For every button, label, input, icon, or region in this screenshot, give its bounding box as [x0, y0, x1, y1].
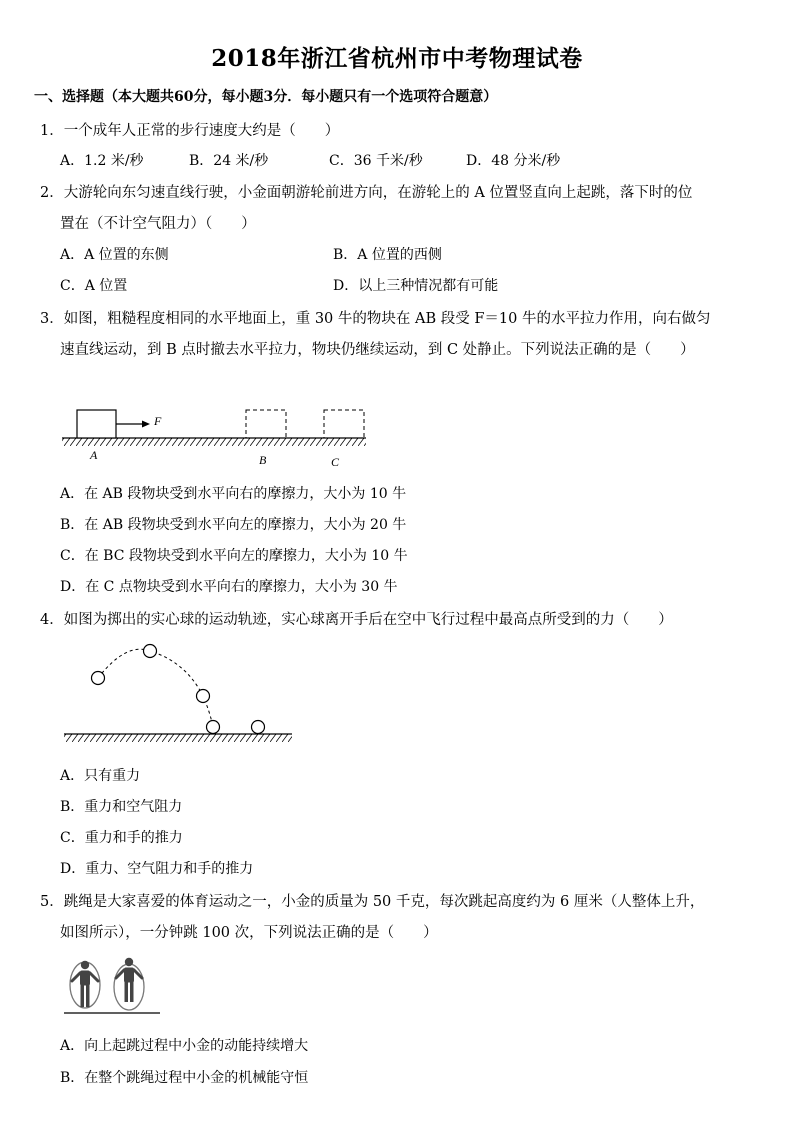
- block-at-a: [77, 410, 116, 438]
- question-3-option-b: B．在 AB 段物块受到水平向左的摩擦力，大小为 20 牛: [60, 517, 407, 533]
- question-4-option-b: B．重力和空气阻力: [60, 799, 183, 815]
- question-4-option-a: A．只有重力: [60, 768, 141, 784]
- question-3-option-a: A．在 AB 段物块受到水平向右的摩擦力，大小为 10 牛: [60, 486, 407, 502]
- label-c: C: [331, 455, 340, 469]
- question-4-option-c: C．重力和手的推力: [60, 830, 183, 846]
- question-5-stem-line-1: 5．跳绳是大家喜爱的体育运动之一，小金的质量为 50 千克，每次跳起高度约为 6 厘米（人整体上升，: [40, 894, 705, 910]
- question-2-stem-line-1: 2．大游轮向东匀速直线行驶，小金面朝游轮前进方向，在游轮上的 A 位置竖直向上起跳，落下时的位: [40, 185, 693, 201]
- ground-hatching: [64, 734, 292, 742]
- question-3-option-c: C．在 BC 段物块受到水平向左的摩擦力，大小为 10 牛: [60, 548, 408, 564]
- question-1-stem: 1．一个成年人正常的步行速度大约是（ ）: [40, 123, 340, 139]
- trajectory-path: [98, 649, 213, 727]
- question-3-stem-line-2: 速直线运动，到 B 点时撤去水平拉力，物块仍继续运动，到 C 处静止。下列说法正确的是（ ）: [60, 342, 695, 358]
- ball-launch: [92, 672, 105, 685]
- ball-descending: [197, 690, 210, 703]
- question-4-option-d: D．重力、空气阻力和手的推力: [60, 861, 254, 877]
- jumper-jumping: [114, 958, 144, 1010]
- block-on-ground-figure: [58, 398, 378, 474]
- question-2-stem-line-2: 置在（不计空气阻力）（ ）: [60, 216, 256, 232]
- question-4-stem: 4．如图为掷出的实心球的运动轨迹，实心球离开手后在空中飞行过程中最高点所受到的力（ ）: [40, 612, 673, 628]
- block-at-c: [324, 410, 364, 438]
- question-3-stem-line-1: 3．如图，粗糙程度相同的水平地面上，重 30 牛的物块在 AB 段受 F＝10 牛的水平拉力作用，向右做匀: [40, 311, 711, 327]
- question-2-option-d: D．以上三种情况都有可能: [333, 278, 499, 294]
- question-2-option-a: A．A 位置的东侧: [60, 247, 169, 263]
- label-f: F: [154, 414, 162, 428]
- jumper-standing: [70, 961, 100, 1008]
- label-a: A: [90, 448, 98, 462]
- question-2-option-c: C．A 位置: [60, 278, 128, 294]
- question-1-option-c: C．36 千米/秒: [329, 153, 423, 169]
- force-arrowhead: [142, 421, 150, 428]
- ball-highest-point: [144, 645, 157, 658]
- question-1-option-b: B．24 米/秒: [189, 153, 269, 169]
- question-5-option-a: A．向上起跳过程中小金的动能持续增大: [60, 1038, 309, 1054]
- question-3-option-d: D．在 C 点物块受到水平向右的摩擦力，大小为 30 牛: [60, 579, 398, 595]
- label-b: B: [259, 453, 267, 467]
- ball-landing: [207, 721, 220, 734]
- question-2-option-b: B．A 位置的西侧: [333, 247, 442, 263]
- ground-hatching: [62, 438, 366, 446]
- question-5-stem-line-2: 如图所示），一分钟跳 100 次，下列说法正确的是（ ）: [60, 925, 438, 941]
- ball-trajectory-figure: [60, 638, 300, 750]
- question-1-option-a: A．1.2 米/秒: [60, 153, 144, 169]
- rope-skipping-figure: [64, 955, 164, 1015]
- question-5-option-b: B．在整个跳绳过程中小金的机械能守恒: [60, 1070, 309, 1086]
- question-1-option-d: D．48 分米/秒: [466, 153, 561, 169]
- page-title: 2018年浙江省杭州市中考物理试卷: [211, 45, 583, 72]
- block-at-b: [246, 410, 286, 438]
- section-heading: 一、选择题（本大题共60分，每小题3分．每小题只有一个选项符合题意）: [34, 89, 498, 105]
- ball-rolling: [252, 721, 265, 734]
